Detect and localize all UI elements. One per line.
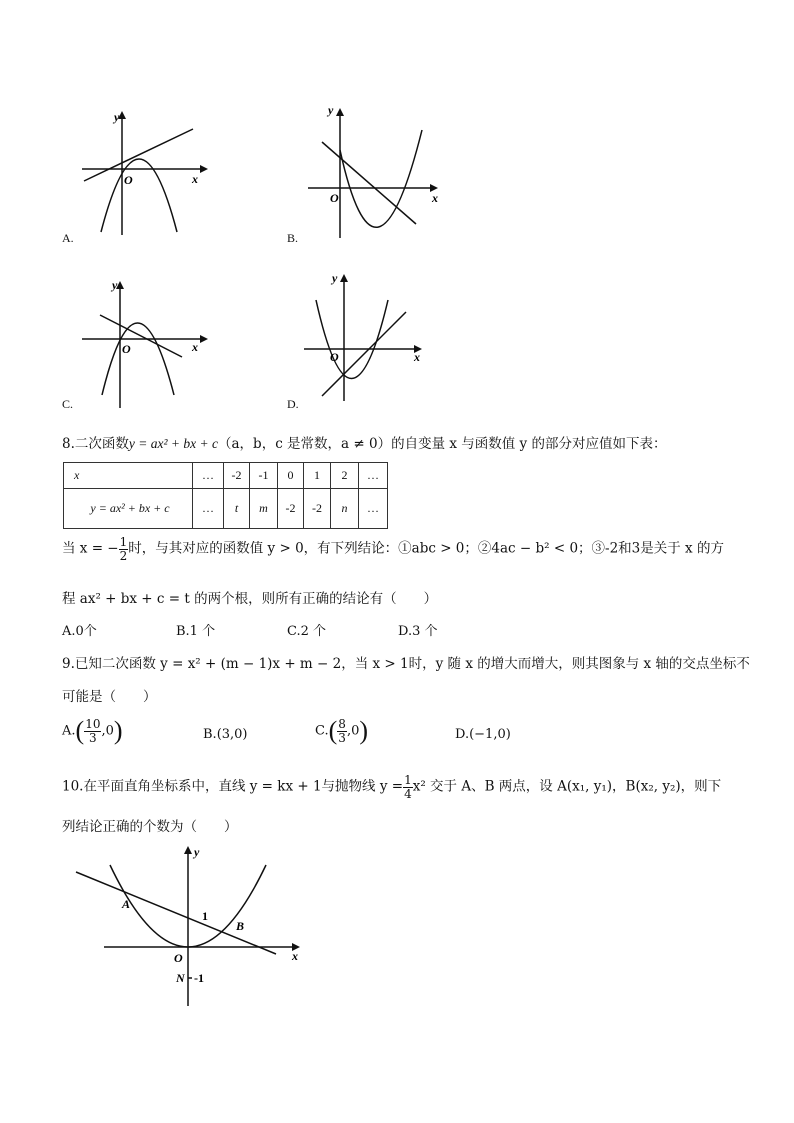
- origin-label: O: [122, 342, 131, 356]
- intercept-label: 1: [202, 909, 208, 923]
- origin-label: O: [174, 951, 183, 965]
- origin-label: O: [124, 173, 133, 187]
- table-cell: n: [331, 489, 359, 529]
- q9-choice-a[interactable]: A.( $\frac{10}{3}$ ,0): [62, 716, 123, 745]
- graph-option-a: [70, 105, 210, 240]
- q9-choice-c[interactable]: C.( $\frac{8}{3}$ ,0): [315, 716, 369, 745]
- neg-one-label: -1: [194, 971, 204, 985]
- q8-choice-c[interactable]: C.2 个: [287, 624, 327, 639]
- table-cell: 0: [278, 463, 304, 489]
- table-cell: 1: [304, 463, 331, 489]
- origin-label: O: [330, 350, 339, 364]
- table-cell: m: [250, 489, 278, 529]
- axis-y-label: y: [332, 271, 338, 285]
- axis-y-label: y: [114, 110, 120, 124]
- q8-stem: 8.二次函数y = ax² + bx + c（a，b，c 是常数，a ≠ 0）的自变量 x 与函数值 y 的部分对应值如下表：: [62, 436, 667, 452]
- point-a-label: A: [122, 897, 131, 911]
- q9-choice-d[interactable]: D.(−1,0): [455, 727, 511, 742]
- q10-stem-cont: 列结论正确的个数为（ ）: [62, 819, 238, 835]
- q10-figure: [70, 840, 315, 1010]
- table-cell: -2: [224, 463, 250, 489]
- axis-x-label: x: [192, 340, 198, 354]
- table-cell: -1: [250, 463, 278, 489]
- table-cell: 2: [331, 463, 359, 489]
- fraction: $\frac{1}{4}$: [404, 773, 412, 801]
- q8-condition: 当 x = − $\frac{1}{2}$ 时，与其对应的函数值 y > 0，有下列结论：①abc > 0；②4ac − b² < 0；③-2和3是关于 x 的方: [62, 535, 724, 563]
- q9-stem: 9.已知二次函数 y = x² + (m − 1)x + m − 2，当 x > 1时，y 随 x 的增大而增大，则其图象与 x 轴的交点坐标不: [62, 656, 750, 672]
- q8-choice-a[interactable]: A.0个: [62, 624, 97, 639]
- q8-choice-d[interactable]: D.3 个: [398, 624, 438, 639]
- axis-x-label: x: [192, 172, 198, 186]
- table-cell: …: [193, 489, 224, 529]
- q9-choice-b[interactable]: B.(3,0): [203, 727, 248, 742]
- option-d-label[interactable]: D.: [287, 397, 299, 411]
- graph-option-b: [300, 100, 445, 240]
- table-cell: …: [359, 489, 388, 529]
- origin-label: O: [330, 191, 339, 205]
- table-header-x: x: [64, 463, 193, 489]
- table-cell: …: [359, 463, 388, 489]
- axis-x-label: x: [414, 350, 420, 364]
- fraction: $\frac{1}{2}$: [119, 535, 128, 563]
- graph-option-d: [300, 268, 430, 403]
- axis-y-label: y: [112, 278, 118, 292]
- option-a-label[interactable]: A.: [62, 231, 74, 245]
- graph-option-c: [70, 275, 210, 410]
- table-cell: t: [224, 489, 250, 529]
- point-n-label: N: [176, 971, 185, 985]
- table-cell: …: [193, 463, 224, 489]
- q9-stem-cont: 可能是（ ）: [62, 689, 157, 705]
- axis-y-label: y: [328, 103, 334, 117]
- axis-x-label: x: [292, 949, 298, 963]
- q8-choice-b[interactable]: B.1 个: [176, 624, 216, 639]
- table-header-y: y = ax² + bx + c: [64, 489, 193, 529]
- option-b-label[interactable]: B.: [287, 231, 299, 245]
- table-cell: -2: [278, 489, 304, 529]
- q8-condition-cont: 程 ax² + bx + c = t 的两个根，则所有正确的结论有（ ）: [62, 591, 438, 607]
- q10-stem: 10.在平面直角坐标系中，直线 y = kx + 1与抛物线 y = $\frac{1}{4}$ x² 交于 A、B 两点，设 A(x₁, y₁)，B(x₂, y₂)，则下: [62, 773, 722, 801]
- q8-value-table: [63, 462, 388, 529]
- axis-x-label: x: [432, 191, 438, 205]
- table-cell: -2: [304, 489, 331, 529]
- option-c-label[interactable]: C.: [62, 397, 74, 411]
- point-b-label: B: [236, 919, 245, 933]
- axis-y-label: y: [194, 845, 200, 859]
